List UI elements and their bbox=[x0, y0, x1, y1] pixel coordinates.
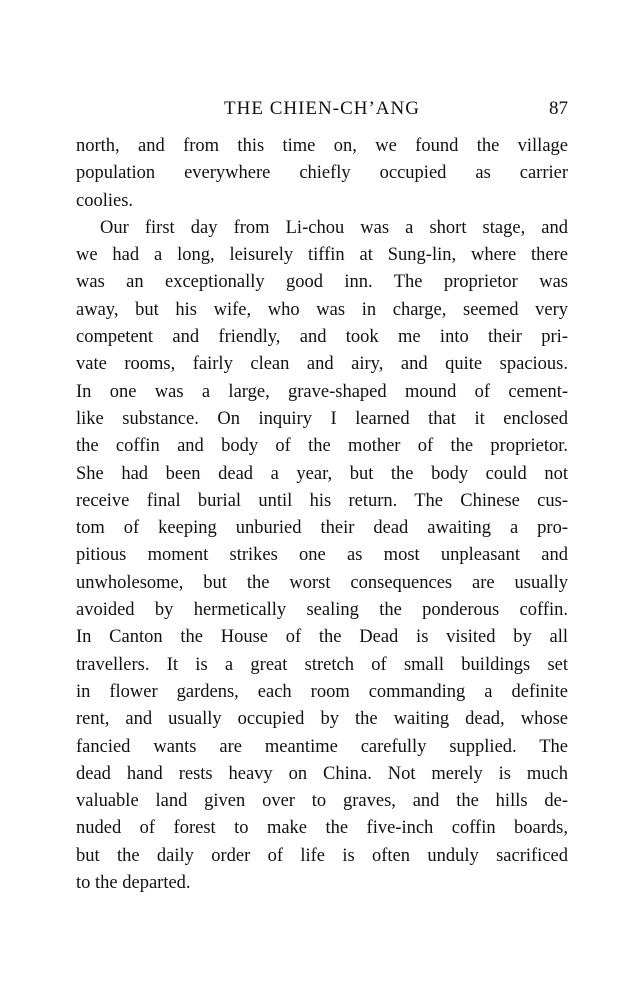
text-line: like substance. On inquiry I learned that it enclosed bbox=[76, 408, 568, 429]
text-line: vate rooms, fairly clean and airy, and quite spacious. bbox=[76, 354, 568, 375]
text-line: tom of keeping unburied their dead awaiting a pro- bbox=[76, 518, 568, 539]
text-line: rent, and usually occupied by the waiting dead, whose bbox=[76, 709, 568, 730]
text-line: the coffin and body of the mother of the proprietor. bbox=[76, 436, 568, 457]
text-line: north, and from this time on, we found the village bbox=[76, 136, 568, 156]
text-line: in flower gardens, each room commanding a definite bbox=[76, 681, 568, 702]
text-line: In Canton the House of the Dead is visited by all bbox=[76, 627, 568, 648]
running-header bbox=[76, 96, 568, 122]
text-line: receive final burial until his return. The Chinese cus- bbox=[76, 490, 568, 511]
text-line: travellers. It is a great stretch of small buildings set bbox=[76, 654, 568, 675]
text-line: coolies. bbox=[76, 190, 134, 211]
text-line: away, but his wife, who was in charge, seemed very bbox=[76, 299, 568, 320]
paragraph bbox=[76, 133, 568, 215]
text-line: pitious moment strikes one as most unpleasant and bbox=[76, 545, 568, 566]
text-line: unwholesome, but the worst consequences are usually bbox=[76, 572, 568, 593]
text-line: In one was a large, grave-shaped mound of cement- bbox=[76, 381, 568, 402]
text-line: we had a long, leisurely tiffin at Sung-lin, where there bbox=[76, 245, 568, 266]
text-line: to the departed. bbox=[76, 873, 191, 894]
text-line: nuded of forest to make the five-inch coffin boards, bbox=[76, 818, 568, 839]
text-line: dead hand rests heavy on China. Not merely is much bbox=[76, 763, 568, 784]
text-line: but the daily order of life is often unduly sacrificed bbox=[76, 845, 568, 866]
body-text bbox=[76, 133, 568, 897]
text-line: population everywhere chiefly occupied as carrier bbox=[76, 163, 568, 184]
text-line: was an exceptionally good inn. The proprietor was bbox=[76, 272, 568, 293]
text-line: She had been dead a year, but the body could not bbox=[76, 463, 568, 484]
text-line: avoided by hermetically sealing the ponderous coffin. bbox=[76, 600, 568, 621]
text-line: valuable land given over to graves, and the hills de- bbox=[76, 791, 568, 812]
text-line: Our first day from Li-chou was a short stage, and bbox=[100, 217, 568, 238]
paragraph bbox=[76, 215, 568, 897]
text-line: competent and friendly, and took me into their pri- bbox=[76, 327, 568, 348]
text-line: fancied wants are meantime carefully supplied. The bbox=[76, 736, 568, 757]
running-title: THE CHIEN-CH’ANG bbox=[224, 98, 420, 119]
page-number: 87 bbox=[549, 98, 568, 119]
